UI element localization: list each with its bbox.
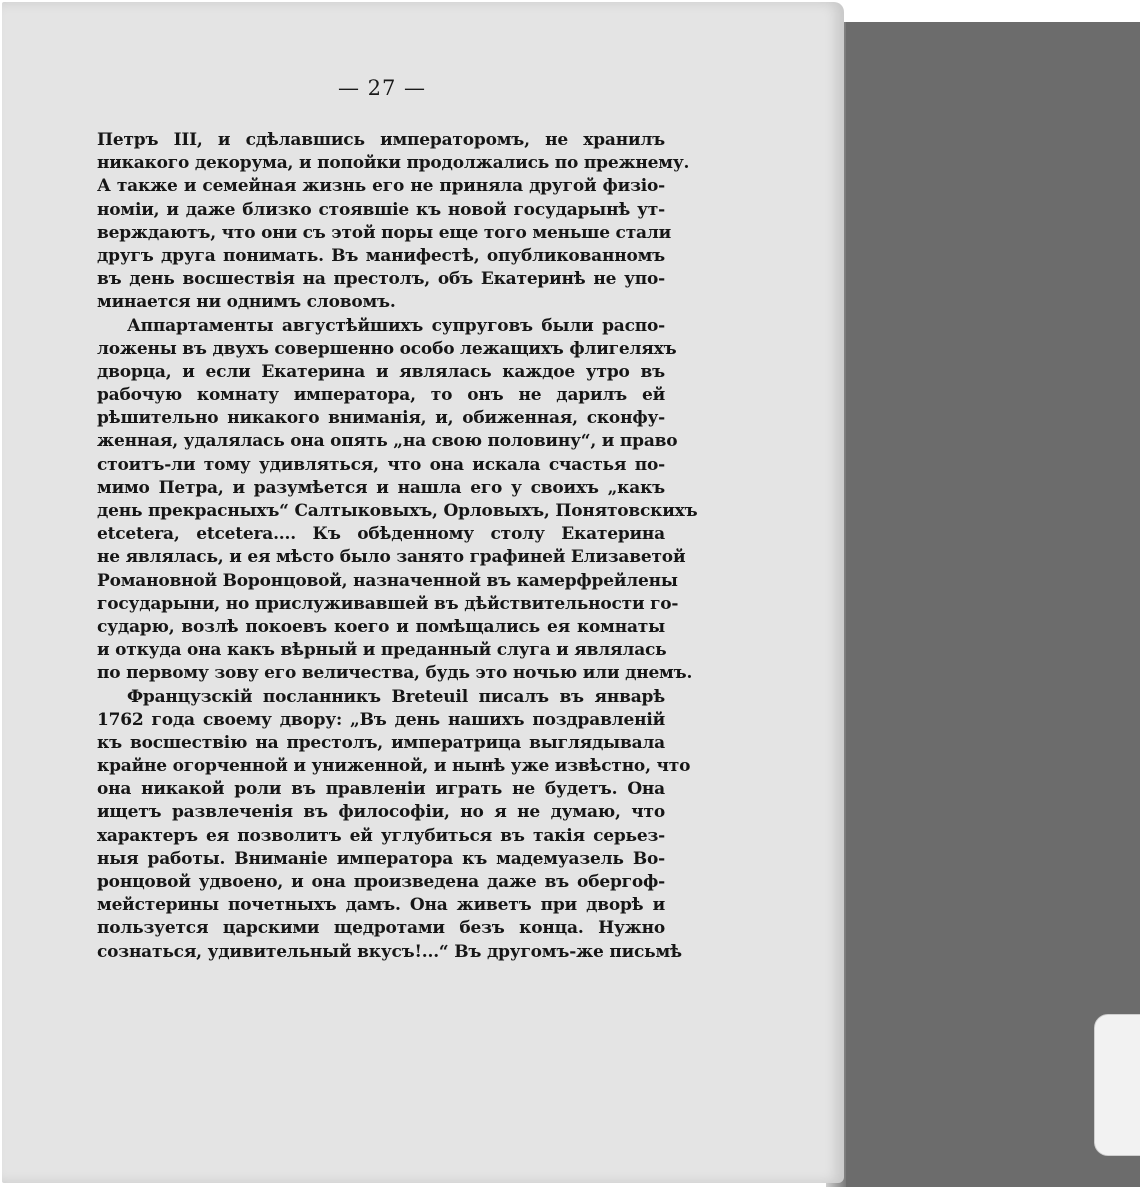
text-line: рѣшительно никакого вниманія, и, обиженная, сконфу- xyxy=(97,408,665,429)
text-line: мимо Петра, и разумѣется и нашла его у своихъ „какъ xyxy=(97,477,665,498)
text-line: въ день восшествія на престолъ, объ Екатеринѣ не упо- xyxy=(97,269,665,290)
text-line: 1762 года своему двору: „Въ день нашихъ поздравленій xyxy=(97,709,665,730)
text-line: дворца, и если Екатерина и являлась каждое утро въ xyxy=(97,361,665,382)
text-line: Романовной Воронцовой, назначенной въ камерфрейлены xyxy=(97,570,678,591)
text-line: день прекрасныхъ“ Салтыковыхъ, Орловыхъ, Понятовскихъ xyxy=(97,501,698,521)
text-line: характеръ ея позволитъ ей углубиться въ такія серьез- xyxy=(97,825,665,846)
text-line: ложены въ двухъ совершенно особо лежащихъ флигеляхъ xyxy=(97,338,677,359)
text-line: рабочую комнату императора, то онъ не дарилъ ей xyxy=(97,385,665,406)
book-page xyxy=(2,2,844,1183)
text-line: ныя работы. Вниманіе императора къ мадемуазель Во- xyxy=(97,848,665,869)
paragraph-start-line: Французскій посланникъ Breteuil писалъ въ январѣ xyxy=(127,686,665,707)
text-line: ронцовой удвоено, и она произведена даже въ обергоф- xyxy=(97,872,665,892)
text-line: и откуда она какъ вѣрный и преданный слуга и являлась xyxy=(97,640,667,661)
text-line: Петръ III, и сдѣлавшись императоромъ, не хранилъ xyxy=(97,130,665,150)
text-line: женная, удалялась она опять „на свою половину“, и право xyxy=(97,431,678,452)
text-line: крайне огорченной и униженной, и нынѣ уже извѣстно, что xyxy=(97,756,691,777)
library-sticker xyxy=(1094,1014,1140,1156)
text-line: минается ни однимъ словомъ. xyxy=(97,292,396,313)
text-line: государыни, но прислуживавшей въ дѣйствительности го- xyxy=(97,593,679,614)
text-line: къ восшествію на престолъ, императрица выглядывала xyxy=(97,732,665,753)
text-line: она никакой роли въ правленіи играть не будетъ. Она xyxy=(97,779,665,800)
paragraph-start-line: Аппартаменты августѣйшихъ супруговъ были распо- xyxy=(127,315,665,336)
text-line: А также и семейная жизнь его не приняла другой физіо- xyxy=(97,176,665,197)
text-line: сударю, возлѣ покоевъ коего и помѣщались ея комнаты xyxy=(97,616,665,637)
page-text xyxy=(97,129,698,964)
text-line: etcetera, etcetera.... Къ обѣденному столу Екатерина xyxy=(97,524,665,545)
text-line: мейстерины почетныхъ дамъ. Она живетъ при дворѣ и xyxy=(97,895,665,916)
page-number: — 27 — xyxy=(337,76,427,100)
text-line: пользуется царскими щедротами безъ конца. Нужно xyxy=(97,918,665,939)
text-line: другъ друга понимать. Въ манифестѣ, опубликованномъ xyxy=(97,245,665,266)
text-line: ищетъ развлеченія въ философіи, но я не думаю, что xyxy=(97,802,665,823)
text-line: стоитъ-ли тому удивляться, что она искала счастья по- xyxy=(97,454,665,475)
book-cover xyxy=(834,22,1140,1187)
text-line: никакого декорума, и попойки продолжались по прежнему. xyxy=(97,153,690,174)
text-line: номіи, и даже близко стоявшіе къ новой государынѣ ут- xyxy=(97,199,665,220)
text-line: не являлась, и ея мѣсто было занято графиней Елизаветой xyxy=(97,547,686,568)
text-line: сознаться, удивительный вкусъ!...“ Въ другомъ-же письмѣ xyxy=(97,941,682,962)
text-line: по первому зову его величества, будь это ночью или днемъ. xyxy=(97,663,693,684)
text-line: верждаютъ, что они съ этой поры еще того меньше стали xyxy=(97,222,672,243)
